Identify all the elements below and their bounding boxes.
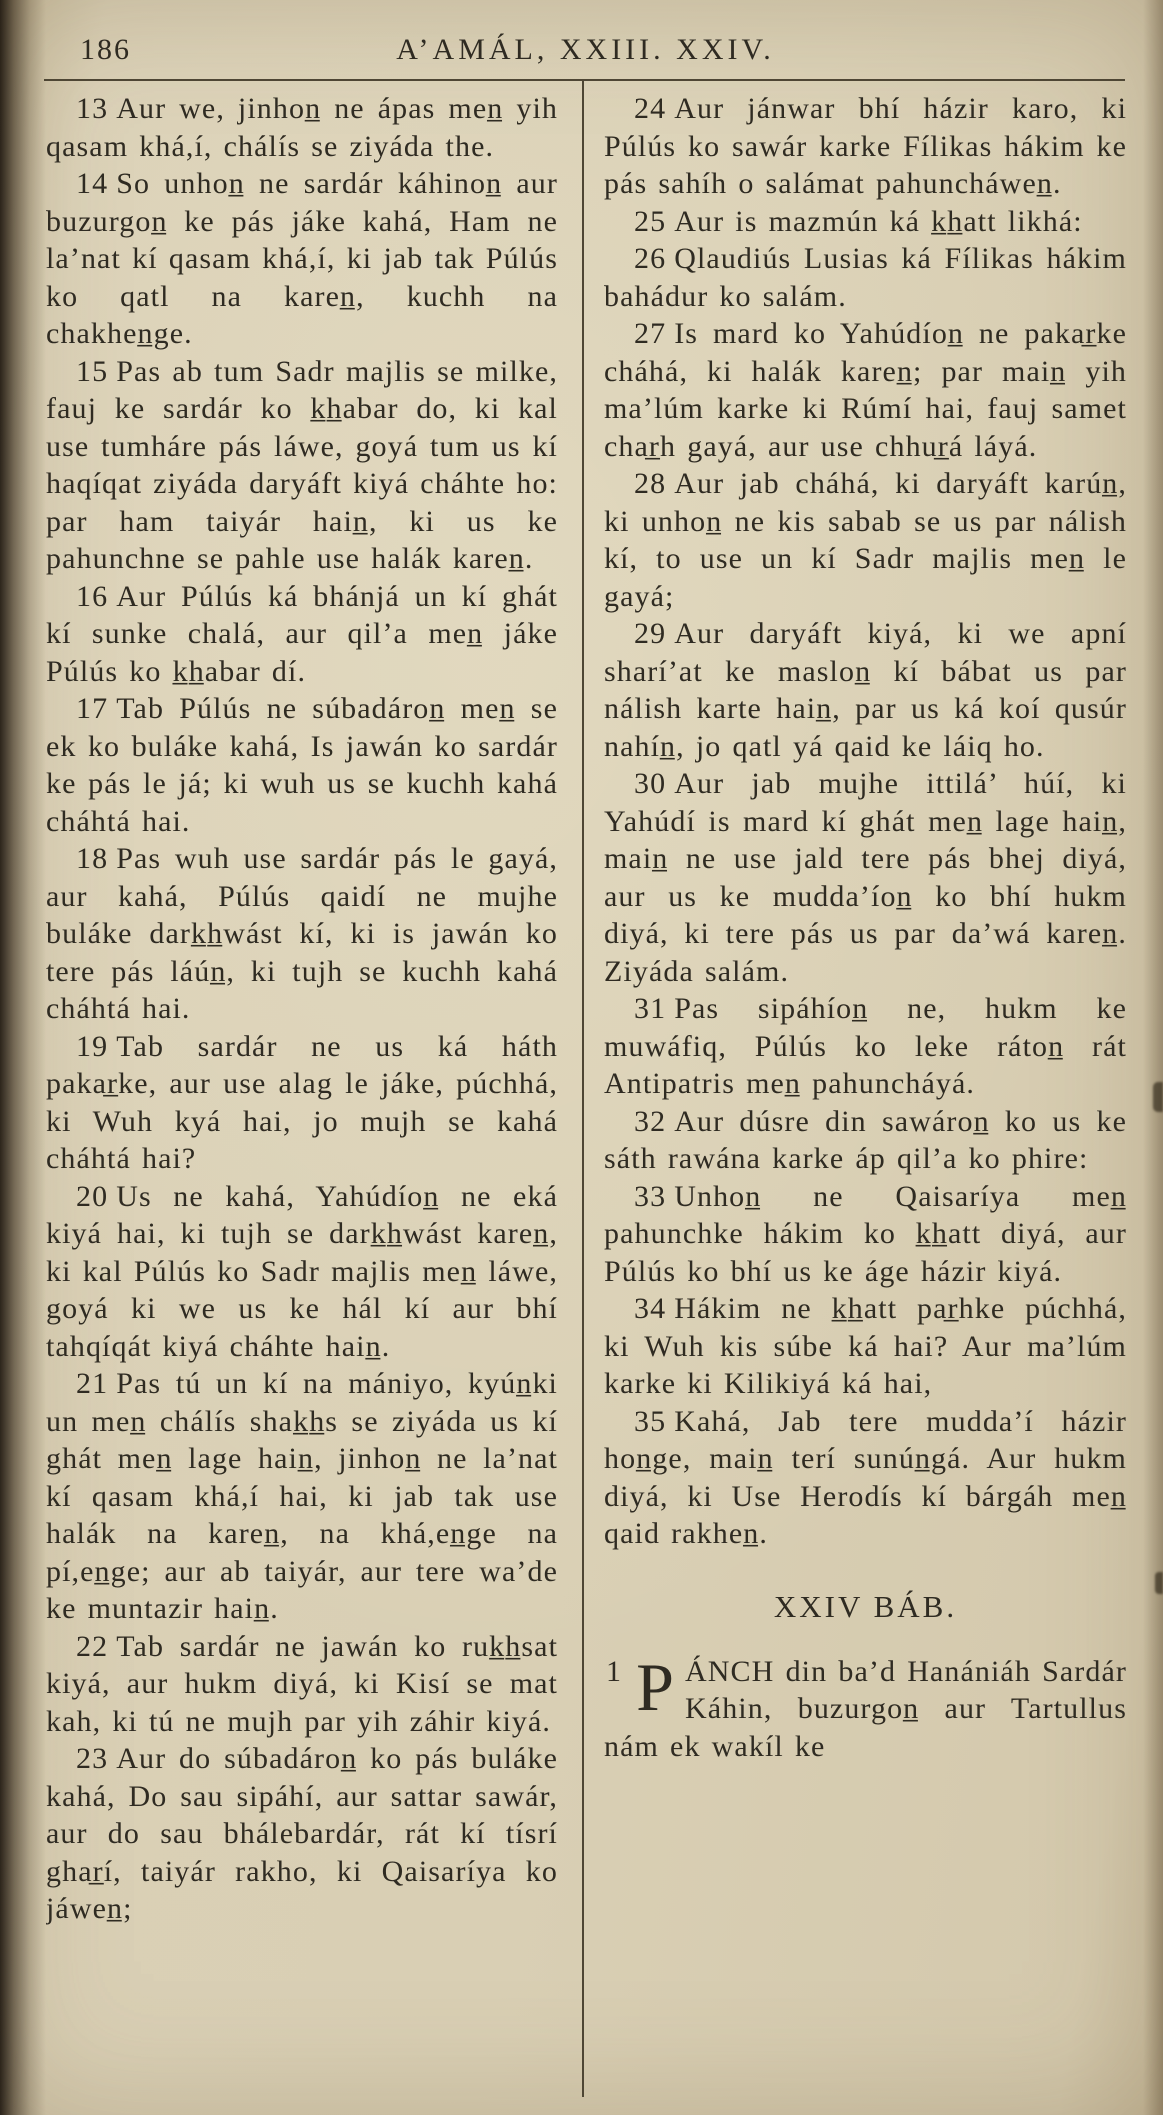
verse-number: 34 [634, 1292, 667, 1325]
verse-number: 14 [76, 167, 109, 200]
verse-33: 33 Unhon̲ ne Qaisaríya men̲ pahunchke hákim ko k̲h̲att diyá, aur Púlús ko bhí us ke áge házir kiyá. [604, 1179, 1127, 1288]
verse-18: 18 Pas wuh use sardár pás le gayá, aur kahá, Púlús qaidí ne mujhe buláke dark̲h̲wást kí, ki is jawán ko tere pás láún̲, ki tujh se kuchh kahá cháhtá hai. [46, 842, 558, 1025]
ink-speck [1155, 1572, 1163, 1594]
verse-35: 35 Kahá, Jab tere mudda’í házir hon̲ge, main̲ terí sunún̲gá. Aur hukm diyá, ki Use Herodís kí bárgáh men̲ qaid rakhen̲. [604, 1404, 1127, 1550]
page-number: 186 [80, 33, 131, 66]
verse-number: 25 [634, 204, 667, 238]
chapter-heading: XXIV BÁB. [773, 1588, 958, 1624]
verse-20: 20 Us ne kahá, Yahúdíon̲ ne eká kiyá hai, ki tujh se dark̲h̲wást karen̲, ki kal Púlús ko Sadr majlis men̲ láwe, goyá ki we us ke hál kí aur bhí tahqíqát kiyá cháhte hain̲. [46, 1179, 558, 1363]
verse-21: 21 Pas tú un kí na mániyo, kyún̲ki un men̲ chálís shak̲h̲s se ziyáda us kí ghát men̲ lage hain̲, jinhon̲ ne la’nat kí qasam khá,í hai, ki jab tak use halák na karen̲, na khá,en̲ge na pí,en̲ge; aur ab taiyár, aur tere wa’de ke muntazir hain̲. [46, 1367, 558, 1625]
verse-number: 21 [76, 1367, 109, 1400]
verse-number: 35 [634, 1404, 667, 1438]
verse-19: 19 Tab sardár ne us ká háth pakar̲ke, aur use alag le jáke, púchhá, ki Wuh kyá hai, jo mujh se kahá cháhtá hai? [46, 1029, 558, 1175]
verse-text: ÁNCH din ba’d Hanániáh Sardár Káhin, buzurgon̲ aur Tartullus nám ek wakíl ke [604, 1654, 1127, 1763]
opening-verse [604, 1648, 1127, 1766]
verse-number: 13 [76, 92, 109, 125]
verse-number: 24 [634, 92, 667, 125]
ink-speck [1153, 1082, 1163, 1112]
verse-number: 32 [634, 1104, 667, 1138]
verse-24: 24 Aur jánwar bhí házir karo, ki Púlús ko sawár karke Fílikas hákim ke pás sahíh o salámat pahuncháwen̲. [604, 92, 1127, 200]
left-column-verses [46, 90, 558, 1928]
verse-28: 28 Aur jab cháhá, ki daryáft karún̲, ki unhon̲ ne kis sabab se us par nálish kí, to use un kí Sadr majlis men̲ le gayá; [604, 467, 1127, 613]
verse-number: 19 [76, 1029, 109, 1063]
verse-14: 14 So unhon̲ ne sardár káhinon̲ aur buzurgon̲ ke pás jáke kahá, Ham ne la’nat kí qasam khá,í, ki jab tak Púlús ko qatl na karen̲, kuchh na chakhen̲ge. [46, 167, 558, 350]
right-column-verses [604, 90, 1127, 1553]
verse-31: 31 Pas sipáhíon̲ ne, hukm ke muwáfiq, Púlús ko leke ráton̲ rát Antipatris men̲ pahuncháyá. [604, 992, 1127, 1100]
drop-cap: P [636, 1648, 676, 1725]
verse-34: 34 Hákim ne k̲h̲att par̲hke púchhá, ki Wuh kis súbe ká hai? Aur ma’lúm karke ki Kilikiyá ká hai, [604, 1292, 1127, 1400]
verse-number: 20 [76, 1179, 109, 1213]
verse-15: 15 Pas ab tum Sadr majlis se milke, fauj ke sardár ko k̲h̲abar do, ki kal use tumháre pás láwe, goyá tum us kí haqíqat ziyáda daryáft kiyá cháhte ho: par ham taiyár hain̲, ki us ke pahunchne se pahle use halák karen̲. [46, 354, 558, 575]
verse-number: 17 [76, 692, 109, 725]
verse-number: 29 [634, 617, 667, 650]
verse-number: 27 [634, 317, 667, 350]
running-title: A’AMÁL, XXIII. XXIV. [396, 33, 775, 66]
left-column [46, 90, 558, 2101]
verse-number: 26 [634, 242, 667, 275]
verse-number: 15 [76, 354, 109, 388]
verse-32: 32 Aur dúsre din sawáron̲ ko us ke sáth rawána karke áp qil’a ko phire: [604, 1104, 1127, 1175]
verse-number: 33 [634, 1179, 667, 1213]
verse-number: 31 [634, 992, 667, 1025]
verse-17: 17 Tab Púlús ne súbadáron̲ men̲ se ek ko buláke kahá, Is jawán ko sardár ke pás le já; ki wuh us se kuchh kahá cháhtá hai. [46, 692, 558, 838]
verse-number: 30 [634, 767, 667, 800]
verse-number: 16 [76, 579, 109, 613]
right-column [604, 90, 1127, 2101]
verse-22: 22 Tab sardár ne jawán ko ruk̲h̲sat kiyá, aur hukm diyá, ki Kisí se mat kah, ki tú ne mujh par yih záhir kiyá. [46, 1629, 558, 1738]
verse-27: 27 Is mard ko Yahúdíon̲ ne pakar̲ke cháhá, ki halák karen̲; par main̲ yih ma’lúm karke ki Rúmí hai, fauj samet char̲h gayá, aur use chhur̲á láyá. [604, 317, 1127, 463]
verse-number: 28 [634, 467, 667, 500]
verse-16: 16 Aur Púlús ká bhánjá un kí ghát kí sunke chalá, aur qil’a men̲ jáke Púlús ko k̲h̲abar dí. [46, 579, 558, 688]
verse-25: 25 Aur is mazmún ká k̲h̲att likhá: [634, 204, 1083, 238]
verse-29: 29 Aur daryáft kiyá, ki we apní sharí’at ke maslon̲ kí bábat us par nálish karte hain̲, par us ká koí qusúr nahín̲, jo qatl yá qaid ke láiq ho. [604, 617, 1127, 763]
verse-number: 22 [76, 1629, 109, 1663]
page-edge-shadow [1143, 0, 1163, 2115]
verse-number: 23 [76, 1742, 109, 1775]
verse-number: 1 [606, 1654, 623, 1688]
verse-26: 26 Qlaudiús Lusias ká Fílikas hákim bahádur ko salám. [604, 242, 1127, 313]
verse-30: 30 Aur jab mujhe ittilá’ húí, ki Yahúdí is mard kí ghát men̲ lage hain̲, main̲ ne use jald tere pás bhej diyá, aur us ke mudda’íon̲ ko bhí hukm diyá, ki tere pás us par da’wá karen̲. Ziyáda salám. [604, 767, 1127, 988]
text-columns [46, 90, 1127, 2101]
header-rule [44, 79, 1125, 81]
binding-shadow [0, 0, 46, 2115]
verse-number: 18 [76, 842, 109, 875]
page-header [48, 32, 1123, 72]
verse-13: 13 Aur we, jinhon̲ ne ápas men̲ yih qasam khá,í, chálís se ziyáda the. [46, 92, 558, 163]
verse-23: 23 Aur do súbadáron̲ ko pás buláke kahá, Do sau sipáhí, aur sattar sawár, aur do sau bhálebardár, rát kí tísrí ghar̲í, taiyár rakho, ki Qaisaríya ko jáwen̲; [46, 1742, 558, 1925]
